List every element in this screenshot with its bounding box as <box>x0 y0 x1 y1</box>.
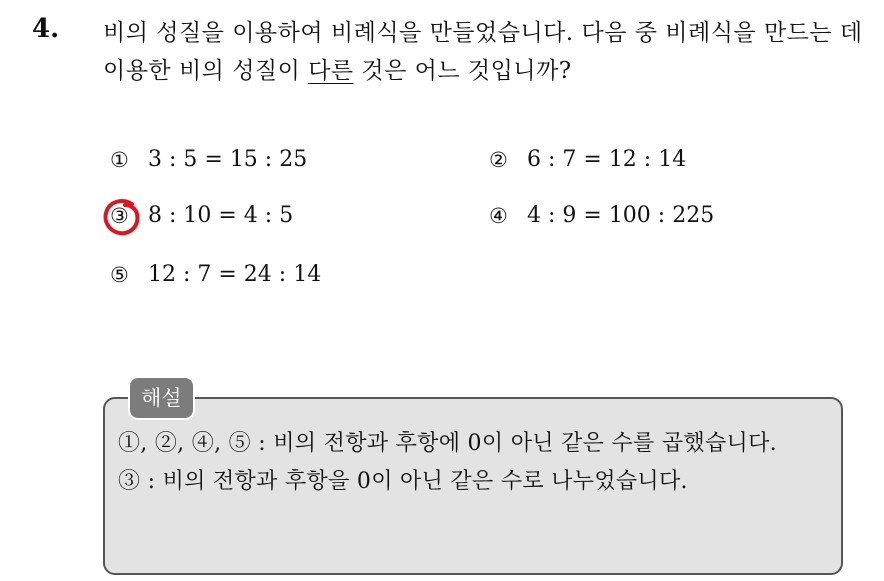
question-number: 4. <box>32 14 60 44</box>
explanation-text <box>118 425 833 501</box>
choice-1[interactable] <box>110 147 307 172</box>
choice-4-number: ④ <box>489 203 508 228</box>
question-text-underlined: 다른 <box>308 58 354 84</box>
choice-2[interactable] <box>489 147 686 172</box>
question-text-part1: 비의 성질을 이용하여 비례식을 만들었습니다. 다음 중 비례식을 만드는 데 이용한 비의 성질이 <box>103 20 863 84</box>
choice-5[interactable] <box>110 262 321 287</box>
choice-1-expression: 3 : 5 = 15 : 25 <box>148 147 308 172</box>
choice-5-expression: 12 : 7 = 24 : 14 <box>148 262 322 287</box>
choice-3[interactable] <box>110 203 293 228</box>
choice-4-expression: 4 : 9 = 100 : 225 <box>527 203 715 228</box>
question-text <box>103 14 873 90</box>
explanation-line-2: ③ : 비의 전항과 후항을 0이 아닌 같은 수로 나누었습니다. <box>118 469 688 494</box>
explanation-line-1: ①, ②, ④, ⑤ : 비의 전항과 후항에 0이 아닌 같은 수를 곱했습니다. <box>118 431 777 456</box>
choice-4[interactable] <box>489 203 714 228</box>
choice-3-number: ③ <box>110 203 129 228</box>
choice-2-expression: 6 : 7 = 12 : 14 <box>527 147 687 172</box>
explanation-tab-label: 해설 <box>128 376 195 420</box>
choice-5-number: ⑤ <box>110 262 129 287</box>
choice-3-expression: 8 : 10 = 4 : 5 <box>148 203 294 228</box>
question-text-part2: 것은 어느 것입니까? <box>353 58 572 84</box>
choice-1-number: ① <box>110 147 129 172</box>
choice-2-number: ② <box>489 147 508 172</box>
